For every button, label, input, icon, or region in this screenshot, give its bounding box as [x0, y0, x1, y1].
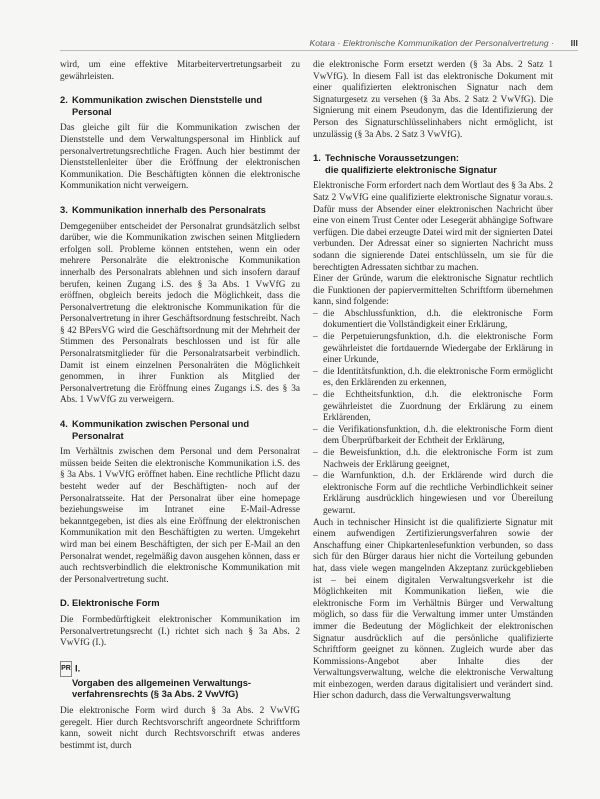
- section-heading: D. Elektronische Form: [60, 597, 160, 609]
- section-heading: 4. Kommunikation zwischen Personal und Personalrat: [60, 418, 250, 441]
- header-rule: [60, 50, 578, 51]
- page-number: III: [570, 38, 578, 48]
- intro-paragraph: wird, um eine effektive Mitarbeitervertretungsarbeit zu gewährleisten.: [60, 60, 300, 82]
- section-paragraph: Elektronische Form erfordert nach dem Wortlaut des § 3a Abs. 2 Satz 2 VwVfG eine qualifizierte elektronische Signatur vorau.s. Dafür muss der Absender einer elektronischen Nachricht über eine von einem Trust Center oder Lesegerät abhängige Software verfügen. Die dabei erzeugte Datei wird mit der signierten Datei verbunden. Der Adressat einer so signierten Nachricht muss sodann die signierende Datei entschlüsseln, um sie für die berechtigten Adressaten sichtbar zu machen.: [313, 181, 553, 273]
- list-item: – die Abschlussfunktion, d.h. die elektronische Form dokumentiert die Vollständigkeit einer Erklärung,: [313, 309, 553, 332]
- running-header: [309, 38, 578, 48]
- section-paragraph: Die Formbedürftigkeit elektronischer Kommunikation im Personalvertretungsrecht (I.) richtet sich nach § 3a Abs. 2 VwVfG (I.).: [60, 614, 300, 649]
- section-heading: 3. Kommunikation innerhalb des Personalrats: [60, 203, 266, 215]
- section-paragraph: Die elektronische Form wird durch § 3a Abs. 2 VwVfG geregelt. Hier durch Rechtsvorschrift angeordnete Schriftform kann, soweit nicht durch Rechtsvorschrift etwas anderes bestimmt ist, durch: [60, 705, 300, 751]
- section-heading: PR I. Vorgaben des allgemeinen Verwaltungs- verfahrensrechts (§ 3a Abs. 2 VwVfG): [61, 662, 252, 700]
- list-item: – die Warnfunktion, d.h. der Erklärende wird durch die elektronische Form auf die rechtliche Verbindlichkeit seiner Erklärung ausdrücklich hingewiesen und vor Übereilung gewarnt.: [313, 471, 553, 517]
- list-item: – die Verifikationsfunktion, d.h. die elektronische Form dient dem Überprüfbarkeit der Echtheit der Erklärung,: [313, 425, 553, 448]
- function-list: [313, 309, 553, 518]
- page-header: [0, 0, 600, 52]
- left-column: [60, 60, 300, 752]
- margin-marker: PR: [60, 661, 72, 677]
- section-paragraph: Im Verhältnis zwischen dem Personal und dem Personalrat müssen beide Seiten die elektronische Kommunikation i.S. des § 3a Abs. 1 VwVfG eröffnet haben. Eine rechtliche Pflicht dazu besteht weder auf der Beschäftigten- noch auf der Personalratsseite. Hat der Personalrat über eine homepage beziehungsweise im Intranet eine E-Mail-Adresse bekanntgegeben, ist dies als eine Eröffnung der elektronischen Kommunikation mit den Beschäftigten zu werten. Umgekehrt wird man bei einem Beschäftigten, der sich per E-Mail an den Personalrat wendet, regelmäßig davon ausgehen können, dass er auch rechtsverbindlich die elektronische Kommunikation mit der Personalvertretung sucht.: [60, 447, 300, 585]
- section-heading: 2. Kommunikation zwischen Dienststelle und Personal: [60, 94, 263, 117]
- section-paragraph: Einer der Gründe, warum die elektronische Signatur rechtlich die Funktionen der papiervermittelten Schriftform übernehmen kann, sind folgende:: [313, 274, 553, 308]
- list-item: – die Perpetuierungsfunktion, d.h. die elektronische Form gewährleistet die fortdauernde Wiedergabe der Erklärung in einer Urkunde,: [313, 332, 553, 367]
- section-paragraph: Auch in technischer Hinsicht ist die qualifizierte Signatur mit einem aufwendigen Zertifizierungsverfahren sowie der Anschaffung einer Chipkartenlesefunktion verbunden, so dass sich für den Bürger daraus hier nicht die Vorteilung gebunden hat, dass viele wegen mangelnden Akzeptanz zurückgeblieben ist – bei einem digitalen Verwaltungsverkehr ist die Möglichkeiten mit Kommunikation ließen, wie die elektronische Form im Verhältnis Bürger und Verwaltung möglich, so dass für die Verwaltung immer unter Umständen immer die Bedeutung der Möglichkeit der elektronischen Signatur ausdrücklich auf die persönliche qualifizierte Schriftform geeignet zu können. Zugleich wurde aber das Kommissions-Angebot aber Inhalte dies der Verwaltungsverwaltung, welche die elektronische Verwaltung mit einbezogen, werden daraus digitalisiert und verändert sind. Hier schon dadurch, dass die Verwaltungsverwaltung: [313, 517, 553, 702]
- section-paragraph: Das gleiche gilt für die Kommunikation zwischen der Dienststelle und dem Verwaltungspersonal im Hinblick auf personalvertretungsrechtliche Fragen. Auch hier bestimmt der Dienststellenleiter über die Eröffnung der elektronischen Kommunikation. Die Beschäftigten können die elektronische Kommunikation nicht verweigern.: [60, 123, 300, 192]
- list-item: – die Beweisfunktion, d.h. die elektronische Form ist zum Nachweis der Erklärung geeignet,: [313, 448, 553, 471]
- right-column: [313, 60, 553, 703]
- running-title: Kotara · Elektronische Kommunikation der Personalvertretung ·: [309, 38, 557, 48]
- section-heading: 1. Technische Voraussetzungen: die qualifizierte elektronische Signatur: [313, 152, 497, 175]
- intro-paragraph: die elektronische Form ersetzt werden (§ 3a Abs. 2 Satz 1 VwVfG). In diesem Fall ist das elektronische Dokument mit einer qualifizierten elektronischen Signatur nach dem Signaturgesetz zu versehen (§ 3a Abs. 2 Satz 2 VwVfG). Die Signierung mit einem Pseudonym, das die Identifizierung der Person des Signaturschlüsselinhabers nicht ermöglicht, ist unzulässig (§ 3a Abs. 2 Satz 3 VwVfG).: [313, 60, 553, 140]
- list-item: – die Identitätsfunktion, d.h. die elektronische Form ermöglicht es, den Erklärenden zu erkennen,: [313, 367, 553, 390]
- section-paragraph: Demgegenüber entscheidet der Personalrat grundsätzlich selbst darüber, wie die Kommunikation zwischen seinen Mitgliedern erfolgen soll. Probleme können entstehen, wenn ein oder mehrere Personalräte die elektronische Kommunikation innerhalb des Personalrats ablehnen und sich insofern darauf berufen, keinen Zugang i.S. des § 3a Abs. 1 VwVfG zu eröffnen, obgleich bereits jedoch die Möglichkeit, dass die Personalvertretung die elektronische Kommunikation für die Personalvertretung in ihrer Geschäftsordnung festschreibt. Nach § 42 BPersVG wird die Geschäftsordnung mit der Mehrheit der Stimmen des Personalrats beschlossen und ist für alle Personalratsmitglieder für die Personalratsarbeit verbindlich. Damit ist einem einzelnen Personalräten die Möglichkeit genommen, in ihrer Funktion als Mitglied der Personalvertretung die Eröffnung eines Zugangs i.S. des § 3a Abs. 1 VwVfG zu verweigern.: [60, 221, 300, 406]
- list-item: – die Echtheitsfunktion, d.h. die elektronische Form gewährleistet die Zuordnung der Erklärung zu einem Erklärenden,: [313, 390, 553, 425]
